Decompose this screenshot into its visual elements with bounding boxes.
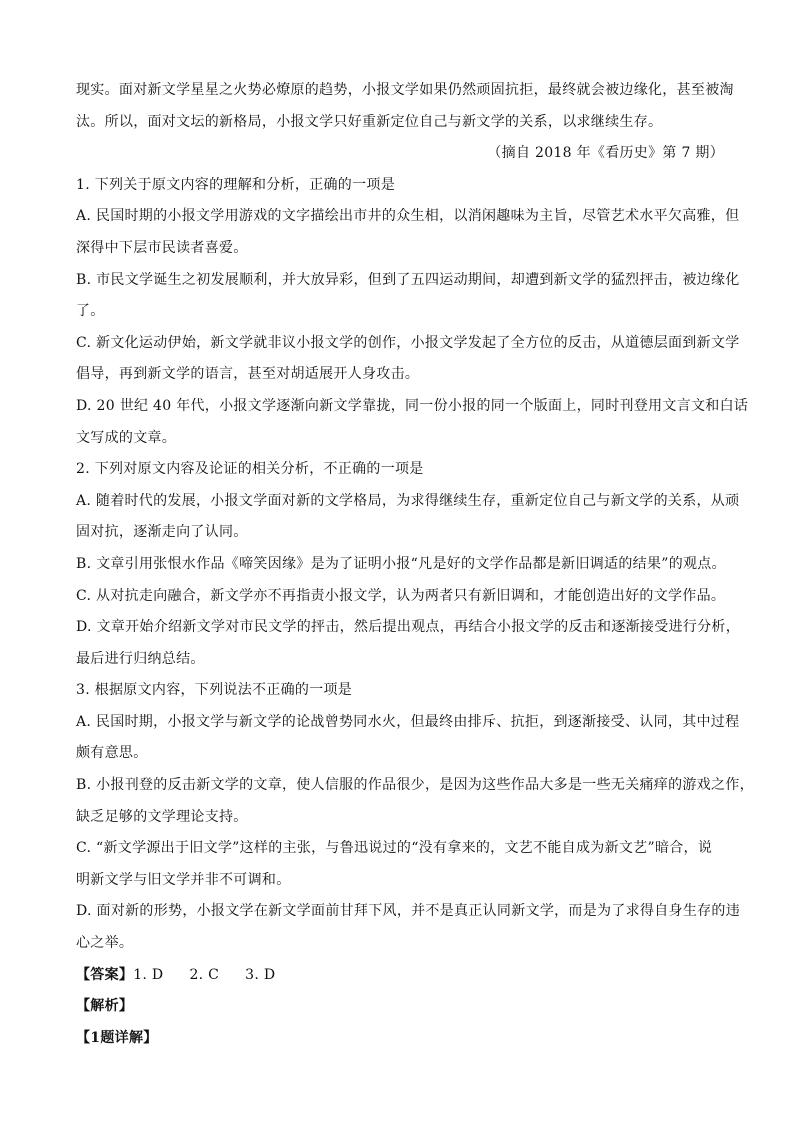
passage-line: 汰。所以，面对文坛的新格局，小报文学只好重新定位自己与新文学的关系，以求继续生存。 (76, 113, 663, 130)
document-page (76, 80, 754, 1059)
question-2-option-d: D. 文章开始介绍新文学对市民文学的抨击，然后提出观点，再结合小报文学的反击和逐渐接受进行分析， (76, 619, 741, 636)
question-1-option-c-cont: 倡导，再到新文学的语言，甚至对胡适展开人身攻击。 (76, 366, 420, 383)
question-1-option-d: D. 20 世纪 40 年代，小报文学逐渐向新文学靠拢，同一份小报的同一个版面上，同时刊登用文言文和白话 (76, 397, 749, 414)
answer-line (76, 965, 726, 997)
answer-3: 3. D (245, 966, 276, 983)
question-3-option-c: C. “新文学源出于旧文学”这样的主张，与鲁迅说过的“没有拿来的，文艺不能自成为新文艺”暗合，说 (76, 840, 713, 857)
question-3-option-a-cont: 颇有意思。 (76, 745, 148, 762)
question-2-option-d-cont: 最后进行归纳总结。 (76, 650, 205, 667)
question-3-option-b-cont: 缺乏足够的文学理论支持。 (76, 808, 248, 825)
answer-1: 1. D (133, 966, 164, 983)
question-2-option-a-cont: 固对抗，逐渐走向了认同。 (76, 524, 248, 541)
question-1-option-a: A. 民国时期的小报文学用游戏的文字描绘出市井的众生相，以消闲趣味为主旨，尽管艺术水平欠高雅，但 (76, 208, 740, 225)
question-1-option-d-cont: 文写成的文章。 (76, 429, 177, 446)
question-2-option-c: C. 从对抗走向融合，新文学亦不再指责小报文学，认为两者只有新旧调和，才能创造出好的文学作品。 (76, 587, 726, 604)
question-3-option-a: A. 民国时期，小报文学与新文学的论战曾势同水火，但最终由排斥、抗拒，到逐渐接受、认同，其中过程 (76, 713, 740, 730)
answer-label: 【答案】 (76, 966, 134, 983)
question-3-stem: 3. 根据原文内容，下列说法不正确的一项是 (76, 682, 353, 699)
question-3-option-d: D. 面对新的形势，小报文学在新文学面前甘拜下风，并不是真正认同新文学，而是为了求得自身生存的违 (76, 903, 741, 920)
question-1-option-b-cont: 了。 (76, 303, 105, 320)
question-1-stem: 1. 下列关于原文内容的理解和分析，正确的一项是 (76, 176, 396, 193)
passage-source: （摘自 2018 年《看历史》第 7 期） (487, 145, 724, 162)
question-2-option-a: A. 随着时代的发展，小报文学面对新的文学格局，为求得继续生存，重新定位自己与新文学的关系，从顽 (76, 492, 740, 509)
answer-2: 2. C (189, 966, 220, 983)
question-1-option-a-cont: 深得中下层市民读者喜爱。 (76, 239, 248, 256)
analysis-label: 【解析】 (76, 998, 134, 1015)
question-1-option-b: B. 市民文学诞生之初发展顺利，并大放异彩，但到了五四运动期间，却遭到新文学的猛烈抨击，被边缘化 (76, 271, 740, 288)
passage-line: 现实。面对新文学星星之火势必燎原的趋势，小报文学如果仍然顽固抗拒，最终就会被边缘化，甚至被淘 (76, 82, 734, 98)
question-2-stem: 2. 下列对原文内容及论证的相关分析，不正确的一项是 (76, 461, 424, 478)
question-2-option-b: B. 文章引用张恨水作品《啼笑因缘》是为了证明小报“凡是好的文学作品都是新旧调适的结果”的观点。 (76, 555, 726, 572)
analysis-detail-1-label: 【1题详解】 (76, 1029, 158, 1046)
question-1-option-c: C. 新文化运动伊始，新文学就非议小报文学的创作，小报文学发起了全方位的反击，从道德层面到新文学 (76, 334, 740, 351)
question-3-option-d-cont: 心之举。 (76, 935, 134, 952)
question-3-option-b: B. 小报刊登的反击新文学的文章，使人信服的作品很少，是因为这些作品大多是一些无关痛痒的游戏之作， (76, 777, 754, 794)
question-3-option-c-cont: 明新文学与旧文学并非不可调和。 (76, 871, 291, 888)
